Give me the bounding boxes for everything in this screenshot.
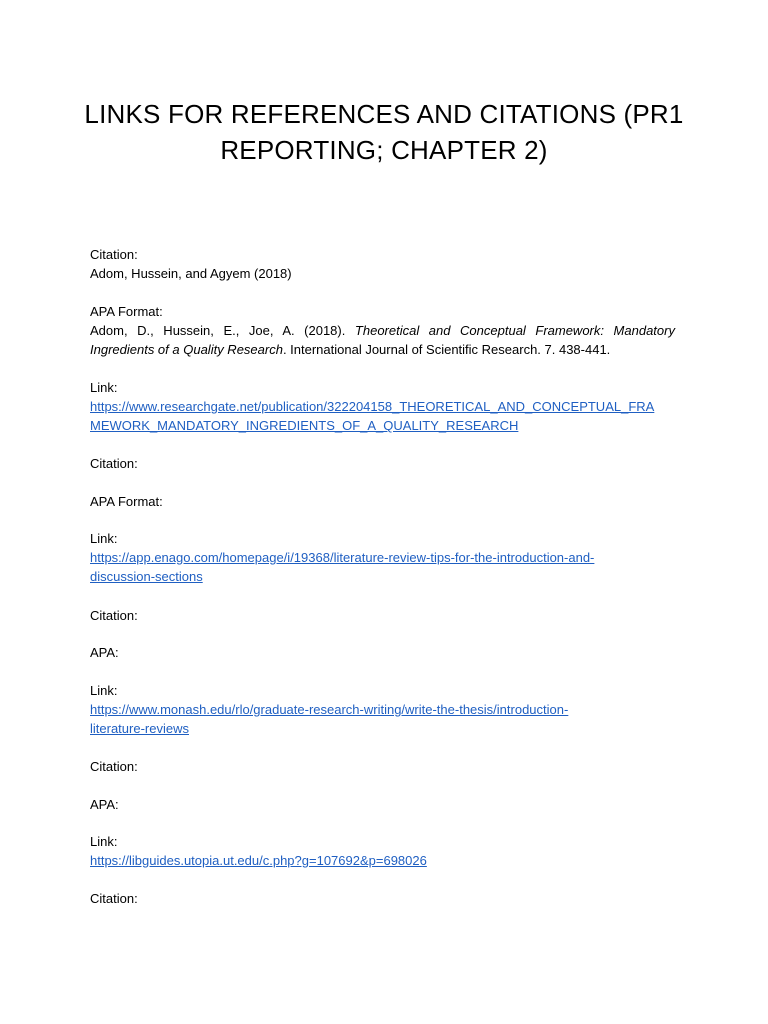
apa-label: APA Format: <box>90 304 163 319</box>
link-line-1[interactable]: https://www.monash.edu/rlo/graduate-research-writing/write-the-thesis/introduction- <box>90 702 569 717</box>
title-line-1: LINKS FOR REFERENCES AND CITATIONS (PR1 <box>84 99 684 129</box>
apa-reference <box>90 321 675 359</box>
link-label: Link: <box>90 380 118 395</box>
link-label: Link: <box>90 531 118 546</box>
citation-text: Adom, Hussein, and Agyem (2018) <box>90 266 292 281</box>
citation-label: Citation: <box>90 456 138 471</box>
link-line-2[interactable]: discussion-sections <box>90 569 203 584</box>
reference-link-1[interactable] <box>90 397 675 435</box>
document-title <box>60 96 708 168</box>
title-line-2: REPORTING; CHAPTER 2) <box>220 135 548 165</box>
link-line-2[interactable]: literature-reviews <box>90 721 189 736</box>
link-line-1[interactable]: https://www.researchgate.net/publication/322204158_THEORETICAL_AND_CONCEPTUAL_FRA <box>90 399 655 414</box>
apa-authors: Adom, D., Hussein, E., Joe, A. (2018). <box>90 323 355 338</box>
link-line-1[interactable]: https://libguides.utopia.ut.edu/c.php?g=107692&p=698026 <box>90 853 427 868</box>
apa-journal: . International Journal of Scientific Research. 7. 438-441. <box>282 342 611 357</box>
apa-label: APA Format: <box>90 494 163 509</box>
citation-label: Citation: <box>90 891 138 906</box>
link-line-1[interactable]: https://app.enago.com/homepage/i/19368/literature-review-tips-for-the-introduction-and- <box>90 550 595 565</box>
citation-label: Citation: <box>90 759 138 774</box>
citation-label: Citation: <box>90 247 138 262</box>
link-line-2[interactable]: MEWORK_MANDATORY_INGREDIENTS_OF_A_QUALITY_RESEARCH <box>90 418 519 433</box>
apa-label: APA: <box>90 645 119 660</box>
link-label: Link: <box>90 683 118 698</box>
reference-link-3[interactable] <box>90 700 675 738</box>
link-label: Link: <box>90 834 118 849</box>
apa-title: Theoretical and Conceptual Framework: Mandatory Ingredients of a Quality Research <box>90 323 675 357</box>
apa-label: APA: <box>90 797 119 812</box>
reference-link-2[interactable] <box>90 548 675 586</box>
reference-link-4[interactable] <box>90 851 675 870</box>
citation-label: Citation: <box>90 608 138 623</box>
